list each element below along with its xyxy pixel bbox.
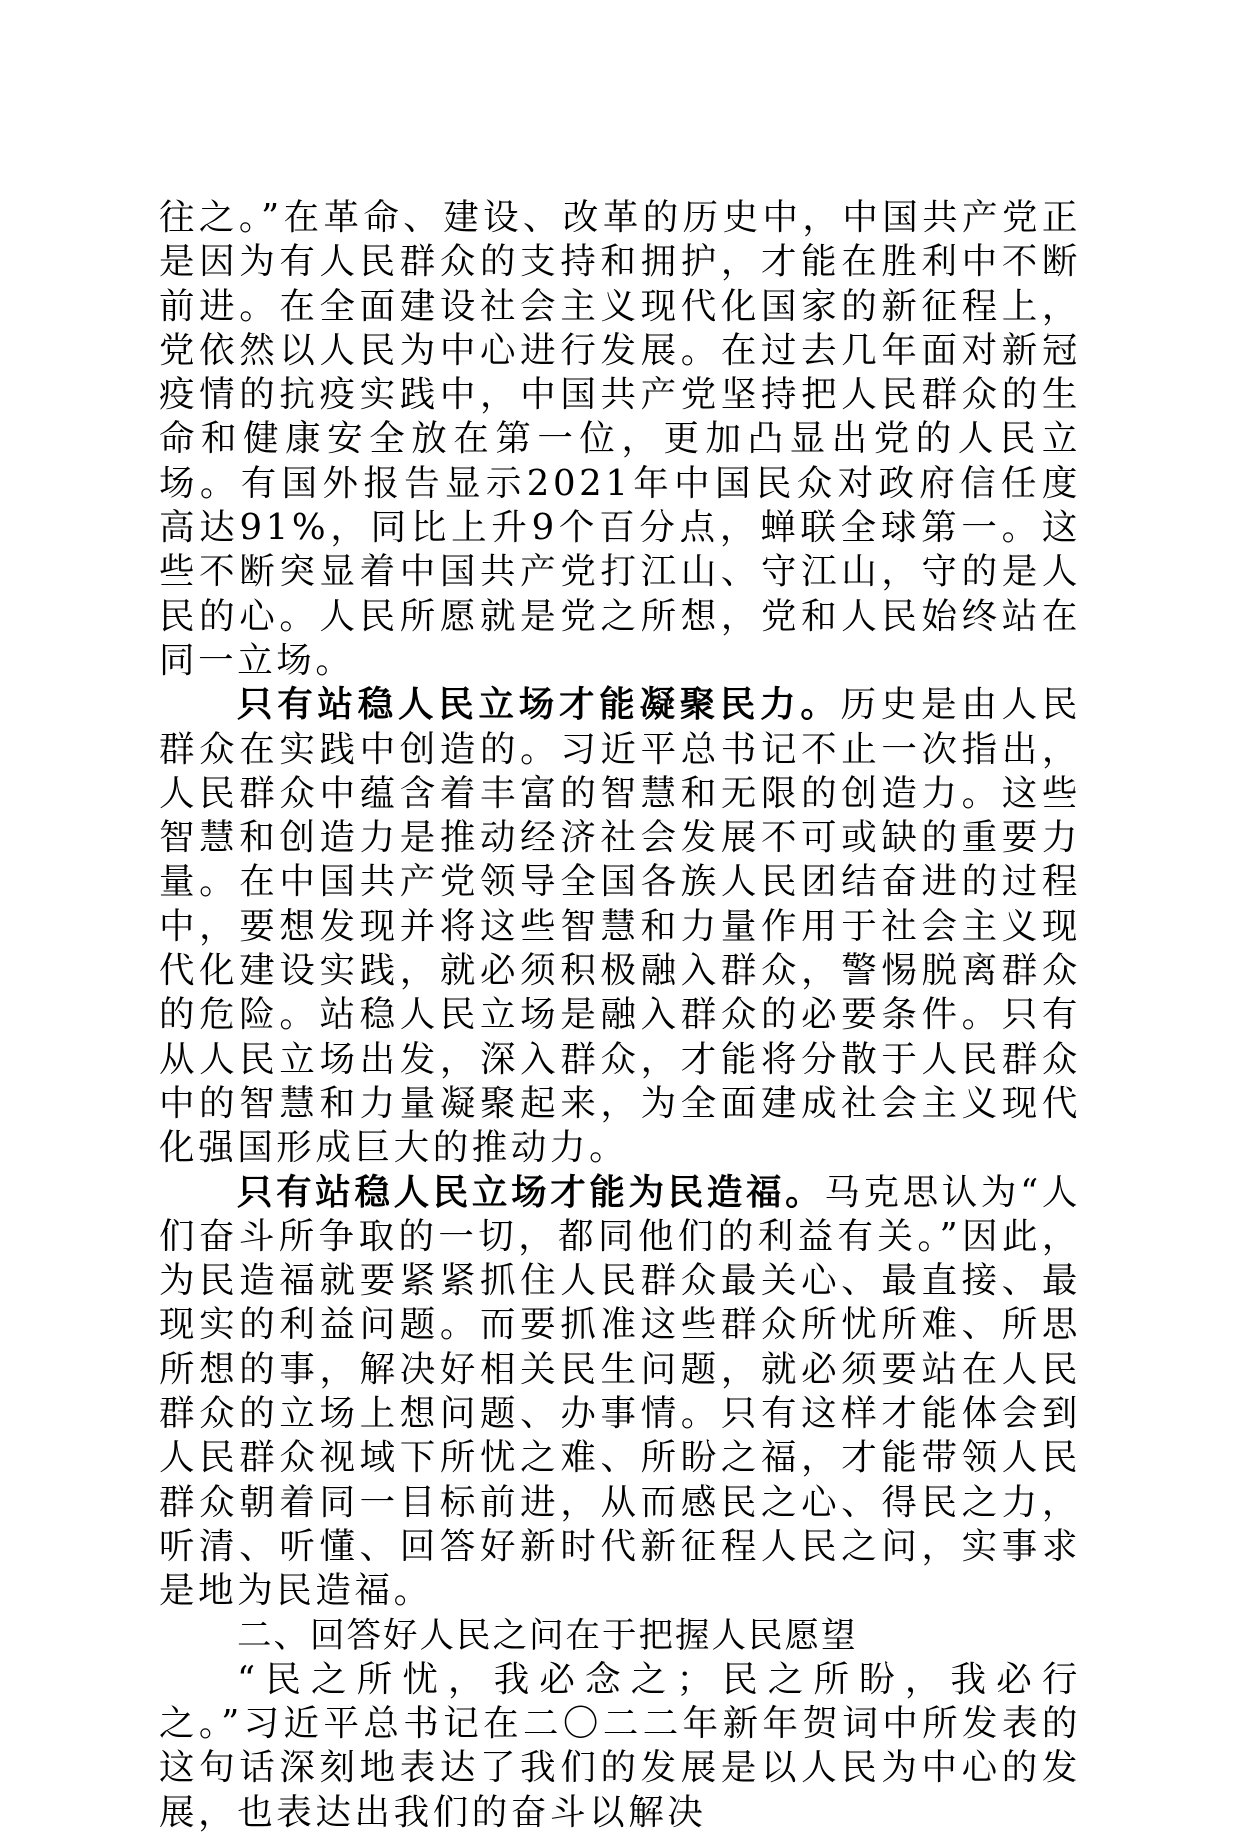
paragraph-closing — [159, 1658, 1081, 1835]
paragraph-lead-heading: 只有站稳人民立场才能凝聚民力。 — [237, 684, 841, 726]
paragraph-lead-heading: 只有站稳人民立场才能为民造福。 — [237, 1171, 825, 1213]
paragraph-rally-people — [159, 683, 1081, 1170]
body-text — [159, 196, 1081, 1835]
paragraph-text: 历史是由人民群众在实践中创造的。习近平总书记不止一次指出，人民群众中蕴含着丰富的智慧和无限的创造力。这些智慧和创造力是推动经济社会发展不可或缺的重要力量。在中国共产党领导全国各族人民团结奋进的过程中，要想发现并将这些智慧和力量作用于社会主义现代化建设实践，就必须积极融入群众，警惕脱离群众的危险。站稳人民立场是融入群众的必要条件。只有从人民立场出发，深入群众，才能将分散于人民群众中的智慧和力量凝聚起来，为全面建成社会主义现代化强国形成巨大的推动力。 — [159, 684, 1081, 1169]
section-heading: 二、回答好人民之问在于把握人民愿望 — [237, 1615, 858, 1656]
paragraph-text: 往之。”在革命、建设、改革的历史中，中国共产党正是因为有人民群众的支持和拥护，才能在胜利中不断前进。在全面建设社会主义现代化国家的新征程上，党依然以人民为中心进行发展。在过去几年面对新冠疫情的抗疫实践中，中国共产党坚持把人民群众的生命和健康安全放在第一位，更加凸显出党的人民立场。有国外报告显示2021年中国民众对政府信任度高达91%，同比上升9个百分点，蝉联全球第一。这些不断突显着中国共产党打江山、守江山，守的是人民的心。人民所愿就是党之所想，党和人民始终站在同一立场。 — [159, 197, 1081, 681]
paragraph-text: “民之所忧，我必念之；民之所盼，我必行之。”习近平总书记在二〇二二年新年贺词中所发表的这句话深刻地表达了我们的发展是以人民为中心的发展，也表达出我们的奋斗以解决 — [159, 1658, 1081, 1833]
paragraph-continuation — [159, 196, 1081, 683]
paragraph-benefit-people — [159, 1171, 1081, 1614]
paragraph-text: 马克思认为“人们奋斗所争取的一切，都同他们的利益有关。”因此，为民造福就要紧紧抓住人民群众最关心、最直接、最现实的利益问题。而要抓准这些群众所忧所难、所思所想的事，解决好相关民生问题，就必须要站在人民群众的立场上想问题、办事情。只有这样才能体会到人民群众视域下所忧之难、所盼之福，才能带领人民群众朝着同一目标前进，从而感民之心、得民之力，听清、听懂、回答好新时代新征程人民之问，实事求是地为民造福。 — [159, 1171, 1081, 1612]
